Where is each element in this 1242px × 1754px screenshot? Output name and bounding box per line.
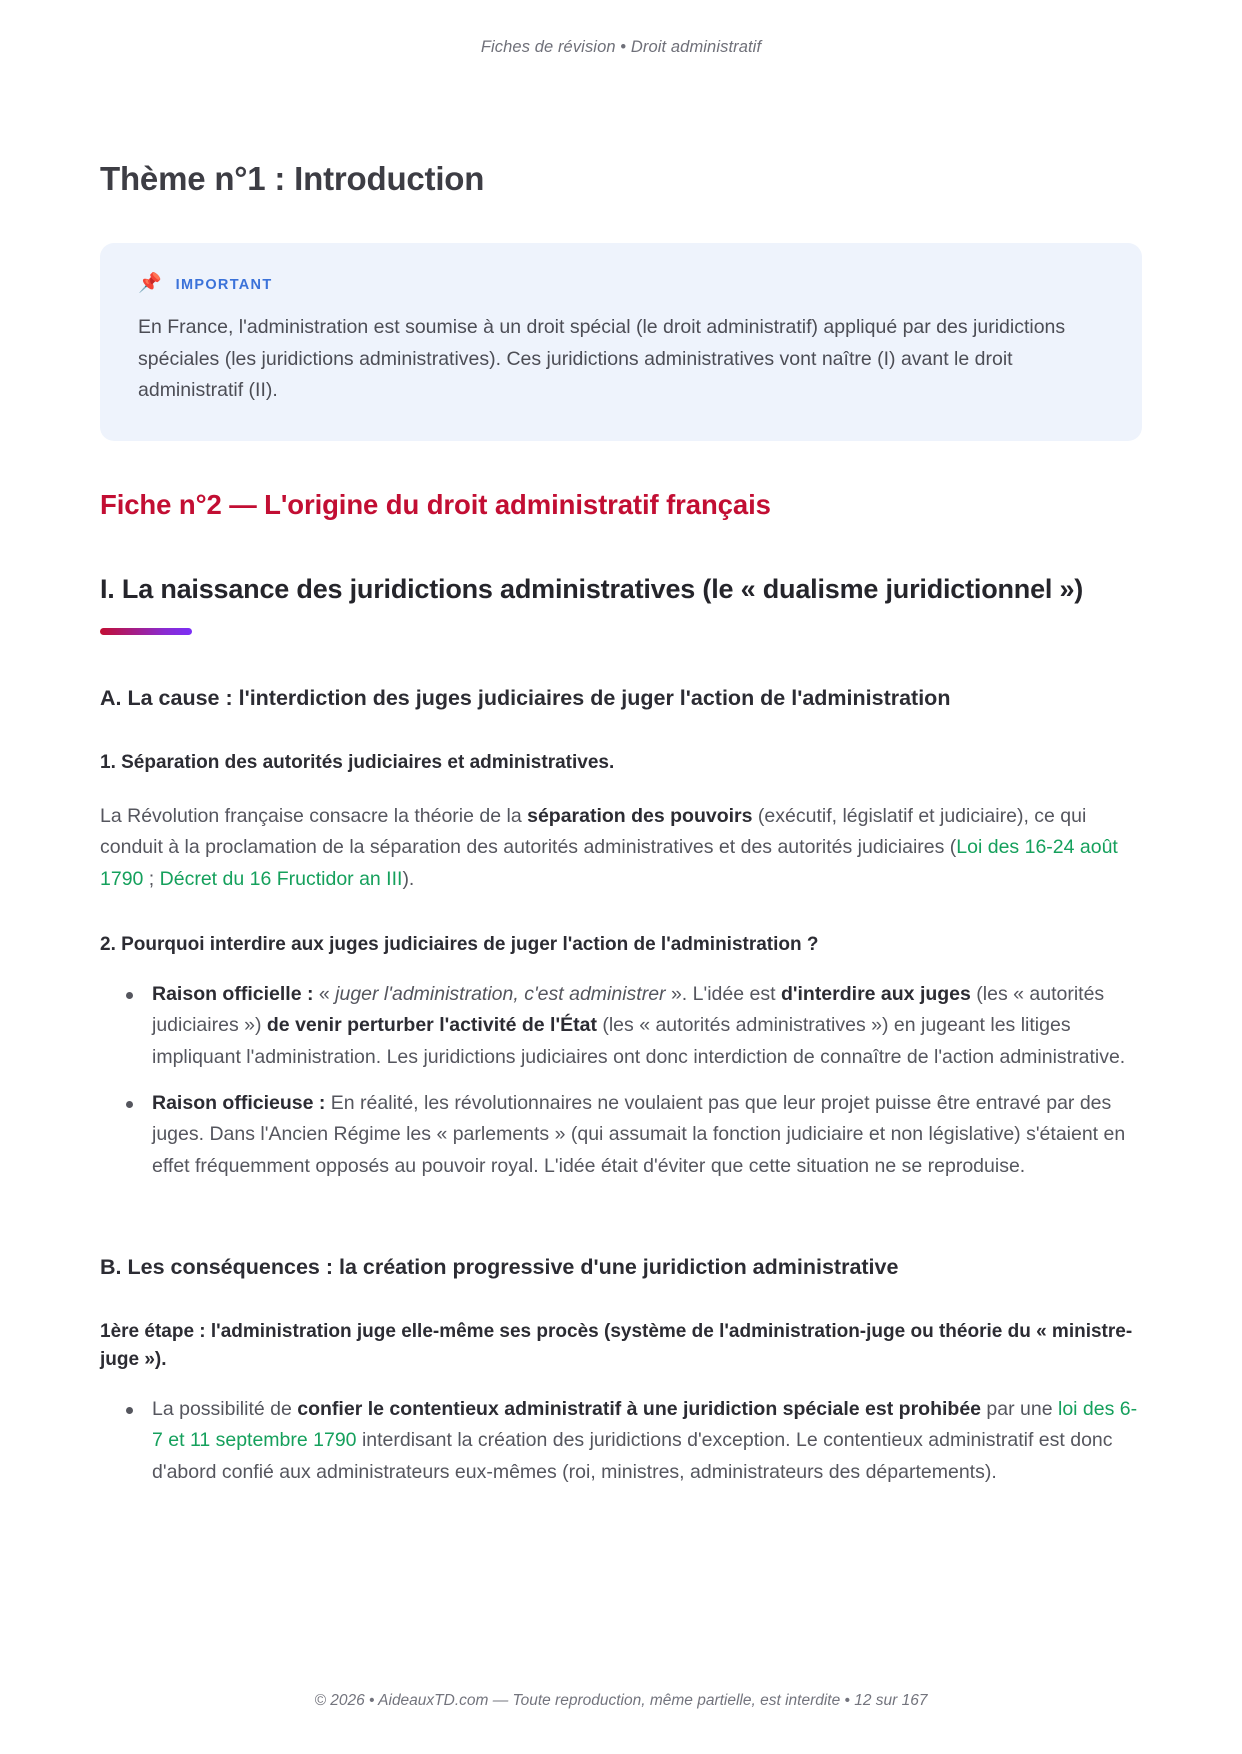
list-item <box>152 1088 1142 1183</box>
text-fragment: ». L'idée est <box>665 982 781 1005</box>
text-fragment: par une <box>981 1397 1058 1420</box>
step-title-1: 1ère étape : l'administration juge elle-même ses procès (système de l'administration-juge ou théorie du « ministre-juge »). <box>100 1321 1133 1371</box>
text-fragment: « <box>313 982 336 1005</box>
text-fragment: (les « autorités judiciaires ») <box>152 982 1105 1037</box>
point-title-2: 2. Pourquoi interdire aux juges judiciaires de juger l'action de l'administration ? <box>100 934 819 956</box>
theme-title: Thème n°1 : Introduction <box>100 160 485 197</box>
callout-header <box>138 275 1104 294</box>
callout-label: IMPORTANT <box>175 276 273 293</box>
bold-fragment: confier le contentieux administratif à une juridiction spéciale est prohibée <box>297 1397 982 1420</box>
bold-fragment: d'interdire aux juges <box>780 982 971 1005</box>
text-fragment: La possibilité de <box>152 1397 298 1420</box>
italic-quote: juger l'administration, c'est administrer <box>335 982 666 1005</box>
legal-reference: Loi des 16-24 août 1790 <box>100 836 1118 890</box>
spacer <box>100 1182 1142 1204</box>
legal-reference: loi des 6-7 et 11 septembre 1790 <box>152 1397 1138 1452</box>
paragraph-separation <box>100 801 1142 896</box>
text-fragment: En réalité, les révolutionnaires ne voulaient pas que leur projet puisse être entravé par des juges. Dans l'Ancien Régime les « parlements » (qui assumait la fonction judiciaire et non législative) s'étaient en effet fréquemment opposés au pouvoir royal. L'idée était d'éviter que cette situation ne se reproduise. <box>152 1091 1126 1177</box>
text-fragment: ; <box>143 867 160 890</box>
document-content <box>100 158 1142 1488</box>
bold-fragment: de venir perturber l'activité de l'État <box>266 1014 597 1037</box>
pushpin-icon: 📌 <box>138 273 162 295</box>
running-header: Fiches de révision • Droit administratif <box>480 38 762 56</box>
subsection-title-A: A. La cause : l'interdiction des juges judiciaires de juger l'action de l'administration <box>100 685 951 710</box>
text-fragment: ). <box>402 867 415 890</box>
text-fragment: (les « autorités administratives ») en jugeant les litiges impliquant l'administration. Les juridictions judiciaires ont donc interdiction de connaître de l'action administrative. <box>152 1014 1126 1069</box>
list-item <box>152 1394 1142 1489</box>
callout-body: En France, l'administration est soumise à un droit spécial (le droit administratif) appliqué par des juridictions spéciales (les juridictions administratives). Ces juridictions administratives vont naître (I) avant le droit administratif (II). <box>138 316 1066 402</box>
text-fragment: La Révolution française consacre la théorie de la <box>100 804 528 827</box>
reasons-list <box>100 979 1142 1182</box>
text-fragment: (exécutif, législatif et judiciaire), ce qui conduit à la proclamation de la séparation des autorités administratives et des autorités judiciaires ( <box>100 804 1087 859</box>
running-footer: © 2026 • AideauxTD.com — Toute reproduction, même partielle, est interdite • 12 sur 167 <box>314 1692 928 1709</box>
subsection-title-B: B. Les conséquences : la création progressive d'une juridiction administrative <box>100 1255 899 1280</box>
list-item <box>152 979 1142 1074</box>
gradient-divider <box>100 628 192 635</box>
legal-reference: Décret du 16 Fructidor an III <box>159 867 403 890</box>
bold-fragment: séparation des pouvoirs <box>527 804 753 827</box>
point-title-1: 1. Séparation des autorités judiciaires et administratives. <box>100 752 615 774</box>
bullet-lead: Raison officielle : <box>152 982 314 1005</box>
important-callout <box>100 243 1142 441</box>
section-title-I: I. La naissance des juridictions administratives (le « dualisme juridictionnel ») <box>100 573 1084 604</box>
fiche-title: Fiche n°2 — L'origine du droit administratif français <box>100 488 771 520</box>
bullet-lead: Raison officieuse : <box>152 1091 326 1114</box>
step-list <box>100 1394 1142 1489</box>
text-fragment: interdisant la création des juridictions d'exception. Le contentieux administratif est donc d'abord confié aux administrateurs eux-mêmes (roi, ministres, administrateurs des départements). <box>152 1429 1113 1483</box>
